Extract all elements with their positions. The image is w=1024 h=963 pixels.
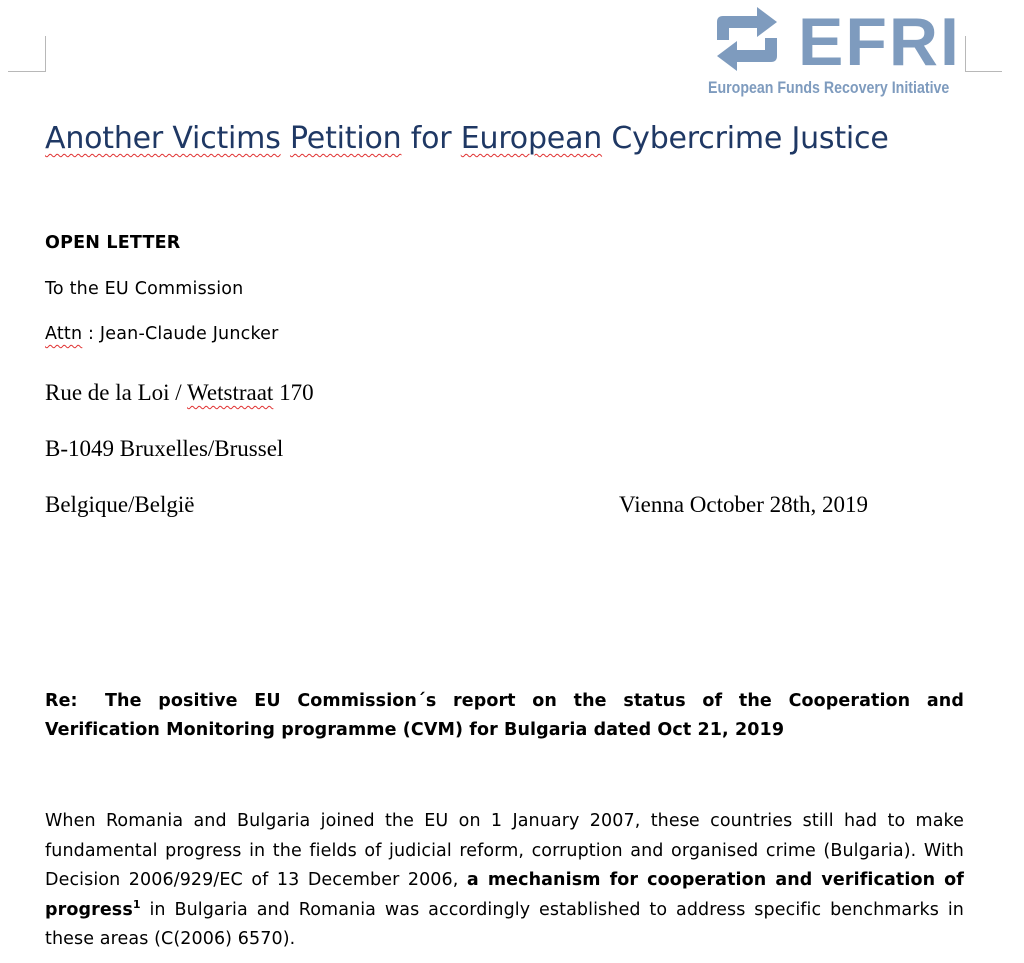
subject-text: The positive EU Commission´s report on the status of the Cooperation and Verification Monitoring programme (CVM) for Bulgaria dated Oct 21, 2019 — [45, 691, 964, 740]
open-letter-heading: OPEN LETTER — [45, 233, 181, 253]
footnote-marker: 1 — [132, 897, 141, 911]
subject-line — [45, 687, 964, 745]
recipient-line: To the EU Commission — [45, 279, 244, 299]
letter-date: Vienna October 28th, 2019 — [619, 492, 869, 517]
attention-line: Attn : Jean-Claude Juncker — [45, 324, 279, 344]
page-margin-corner-left — [8, 36, 46, 72]
page-margin-corner-right — [965, 36, 1002, 72]
document-title: Another Victims Petition for European Cybercrime Justice — [45, 121, 889, 156]
city-address: B-1049 Bruxelles/Brussel — [45, 436, 284, 461]
body-paragraph: When Romania and Bulgaria joined the EU on 1 January 2007, these countries still had to make fundamental progress in the fields of judicial reform, corruption and organised crime (Bulgaria). With Decision 2006/929/EC of 13 December 2006, a mechanism for cooperation and verification of progress$^1$ in Bulgaria and Romania was accordingly established to address specific benchmarks in these areas (C(2006) 6570). — [45, 811, 964, 949]
logo-wordmark: EFRI — [798, 4, 961, 80]
logo-tagline: European Funds Recovery Initiative — [708, 79, 950, 97]
efri-logo — [707, 4, 961, 104]
street-address: Rue de la Loi / Wetstraat 170 — [45, 380, 314, 405]
recycle-arrows-icon — [707, 4, 787, 74]
country-address: Belgique/België — [45, 492, 195, 517]
subject-label: Re: — [45, 691, 78, 711]
